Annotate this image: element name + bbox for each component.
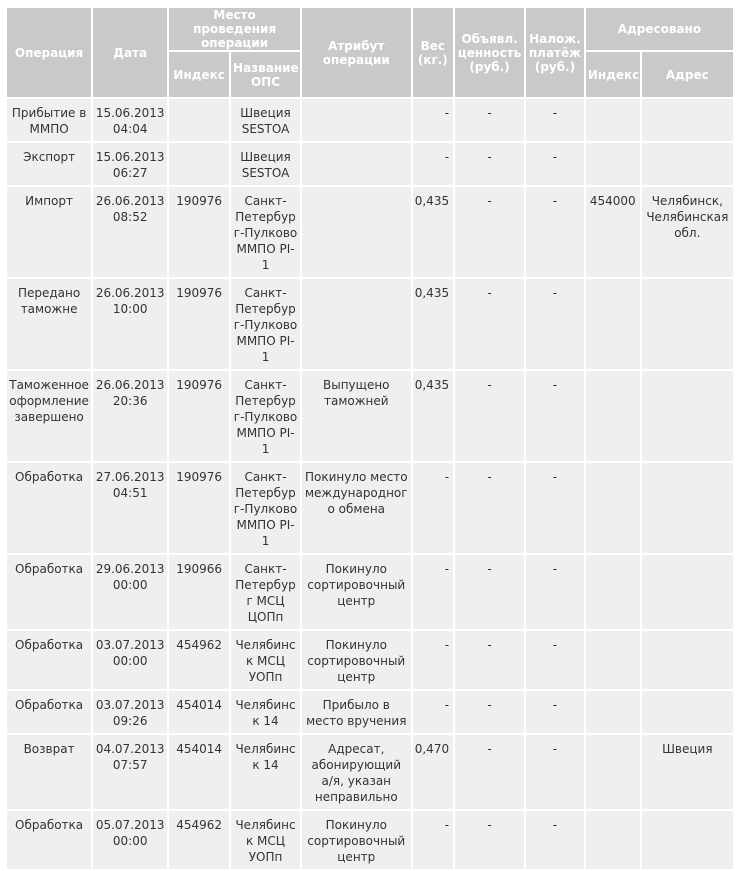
cell-attribute: Покинуло сортировочный центр — [302, 811, 411, 869]
cell-addr-address: Челябинск, Челябинская обл. — [642, 187, 733, 277]
cell-declared-value: - — [455, 187, 524, 277]
cell-cod: - — [526, 691, 584, 733]
cell-declared-value: - — [455, 279, 524, 369]
cell-addr-address — [642, 811, 733, 869]
cell-declared-value: - — [455, 371, 524, 461]
cell-attribute: Покинуло место международного обмена — [302, 463, 411, 553]
cell-date: 26.06.2013 08:52 — [93, 187, 167, 277]
cell-index — [169, 143, 229, 185]
cell-ops-name: Челябинск 14 — [231, 735, 300, 809]
tracking-history-table — [5, 6, 735, 871]
cell-index: 190976 — [169, 463, 229, 553]
cell-addr-address — [642, 371, 733, 461]
cell-cod: - — [526, 371, 584, 461]
table-row — [7, 187, 733, 277]
table-row — [7, 99, 733, 141]
cell-operation: Обработка — [7, 463, 91, 553]
cell-attribute: Покинуло сортировочный центр — [302, 555, 411, 629]
cell-addr-address: Швеция — [642, 735, 733, 809]
table-row — [7, 631, 733, 689]
cell-weight: 0,435 — [413, 279, 454, 369]
cell-index: 190966 — [169, 555, 229, 629]
cell-ops-name: Санкт-Петербург-Пулково ММПО PI-1 — [231, 279, 300, 369]
cell-ops-name: Санкт-Петербург-Пулково ММПО PI-1 — [231, 371, 300, 461]
cell-weight: - — [413, 555, 454, 629]
cell-ops-name: Санкт-Петербург-Пулково ММПО PI-1 — [231, 187, 300, 277]
cell-index: 190976 — [169, 279, 229, 369]
cell-operation: Таможенное оформление завершено — [7, 371, 91, 461]
header-place-group: Место проведения операции — [169, 8, 300, 50]
cell-ops-name: Швеция SESTOA — [231, 99, 300, 141]
cell-attribute — [302, 143, 411, 185]
table-row — [7, 811, 733, 869]
cell-operation: Экспорт — [7, 143, 91, 185]
cell-operation: Обработка — [7, 691, 91, 733]
cell-declared-value: - — [455, 143, 524, 185]
header-declared-value: Объявл. ценность (руб.) — [455, 8, 524, 97]
cell-ops-name: Санкт-Петербург МСЦ ЦОПп — [231, 555, 300, 629]
header-operation: Операция — [7, 8, 91, 97]
header-weight: Вес (кг.) — [413, 8, 454, 97]
cell-addr-index — [586, 631, 640, 689]
cell-date: 29.06.2013 00:00 — [93, 555, 167, 629]
cell-cod: - — [526, 99, 584, 141]
cell-declared-value: - — [455, 463, 524, 553]
cell-addr-address — [642, 279, 733, 369]
cell-cod: - — [526, 811, 584, 869]
table-row — [7, 691, 733, 733]
cell-declared-value: - — [455, 555, 524, 629]
cell-index: 454962 — [169, 631, 229, 689]
header-place-index: Индекс — [169, 52, 229, 97]
header-addr-index: Индекс — [586, 52, 640, 97]
cell-operation: Обработка — [7, 631, 91, 689]
cell-addr-index — [586, 371, 640, 461]
cell-date: 26.06.2013 10:00 — [93, 279, 167, 369]
cell-date: 15.06.2013 06:27 — [93, 143, 167, 185]
cell-addr-address — [642, 631, 733, 689]
cell-operation: Возврат — [7, 735, 91, 809]
cell-operation: Прибытие в ММПО — [7, 99, 91, 141]
cell-date: 05.07.2013 00:00 — [93, 811, 167, 869]
cell-cod: - — [526, 187, 584, 277]
cell-addr-index — [586, 691, 640, 733]
cell-index: 190976 — [169, 187, 229, 277]
cell-index: 454962 — [169, 811, 229, 869]
cell-attribute: Выпущено таможней — [302, 371, 411, 461]
cell-addr-address — [642, 555, 733, 629]
cell-weight: 0,470 — [413, 735, 454, 809]
cell-index — [169, 99, 229, 141]
cell-date: 15.06.2013 04:04 — [93, 99, 167, 141]
table-row — [7, 463, 733, 553]
cell-declared-value: - — [455, 691, 524, 733]
cell-addr-address — [642, 143, 733, 185]
table-row — [7, 279, 733, 369]
cell-declared-value: - — [455, 735, 524, 809]
cell-addr-index — [586, 735, 640, 809]
cell-attribute: Адресат, абонирующий а/я, указан неправильно — [302, 735, 411, 809]
cell-cod: - — [526, 555, 584, 629]
cell-declared-value: - — [455, 631, 524, 689]
cell-addr-index: 454000 — [586, 187, 640, 277]
header-addressed-group: Адресовано — [586, 8, 733, 50]
table-row — [7, 735, 733, 809]
cell-ops-name: Швеция SESTOA — [231, 143, 300, 185]
header-attribute: Атрибут операции — [302, 8, 411, 97]
cell-date: 03.07.2013 00:00 — [93, 631, 167, 689]
table-row — [7, 371, 733, 461]
cell-addr-address — [642, 463, 733, 553]
cell-date: 03.07.2013 09:26 — [93, 691, 167, 733]
cell-attribute: Покинуло сортировочный центр — [302, 631, 411, 689]
cell-addr-index — [586, 99, 640, 141]
cell-declared-value: - — [455, 99, 524, 141]
cell-addr-address — [642, 99, 733, 141]
tracking-table-container — [5, 6, 735, 871]
cell-weight: - — [413, 811, 454, 869]
table-row — [7, 143, 733, 185]
cell-operation: Обработка — [7, 811, 91, 869]
cell-ops-name: Санкт-Петербург-Пулково ММПО PI-1 — [231, 463, 300, 553]
cell-operation: Импорт — [7, 187, 91, 277]
cell-ops-name: Челябинск 14 — [231, 691, 300, 733]
cell-cod: - — [526, 631, 584, 689]
header-cod: Налож. платёж (руб.) — [526, 8, 584, 97]
cell-cod: - — [526, 279, 584, 369]
cell-weight: - — [413, 99, 454, 141]
cell-addr-address — [642, 691, 733, 733]
cell-date: 04.07.2013 07:57 — [93, 735, 167, 809]
cell-weight: 0,435 — [413, 187, 454, 277]
header-date: Дата — [93, 8, 167, 97]
cell-addr-index — [586, 279, 640, 369]
cell-declared-value: - — [455, 811, 524, 869]
cell-cod: - — [526, 143, 584, 185]
cell-attribute — [302, 99, 411, 141]
cell-index: 454014 — [169, 691, 229, 733]
cell-attribute: Прибыло в место вручения — [302, 691, 411, 733]
cell-addr-index — [586, 555, 640, 629]
cell-weight: - — [413, 143, 454, 185]
table-header — [7, 8, 733, 97]
cell-weight: - — [413, 463, 454, 553]
cell-operation: Обработка — [7, 555, 91, 629]
cell-index: 190976 — [169, 371, 229, 461]
cell-index: 454014 — [169, 735, 229, 809]
header-addr-address: Адрес — [642, 52, 733, 97]
cell-addr-index — [586, 463, 640, 553]
cell-ops-name: Челябинск МСЦ УОПп — [231, 631, 300, 689]
cell-ops-name: Челябинск МСЦ УОПп — [231, 811, 300, 869]
cell-date: 27.06.2013 04:51 — [93, 463, 167, 553]
cell-attribute — [302, 187, 411, 277]
cell-weight: 0,435 — [413, 371, 454, 461]
cell-weight: - — [413, 691, 454, 733]
cell-weight: - — [413, 631, 454, 689]
cell-addr-index — [586, 143, 640, 185]
cell-attribute — [302, 279, 411, 369]
cell-cod: - — [526, 735, 584, 809]
table-row — [7, 555, 733, 629]
cell-addr-index — [586, 811, 640, 869]
header-place-name: Название ОПС — [231, 52, 300, 97]
table-body — [7, 99, 733, 869]
cell-date: 26.06.2013 20:36 — [93, 371, 167, 461]
cell-operation: Передано таможне — [7, 279, 91, 369]
cell-cod: - — [526, 463, 584, 553]
